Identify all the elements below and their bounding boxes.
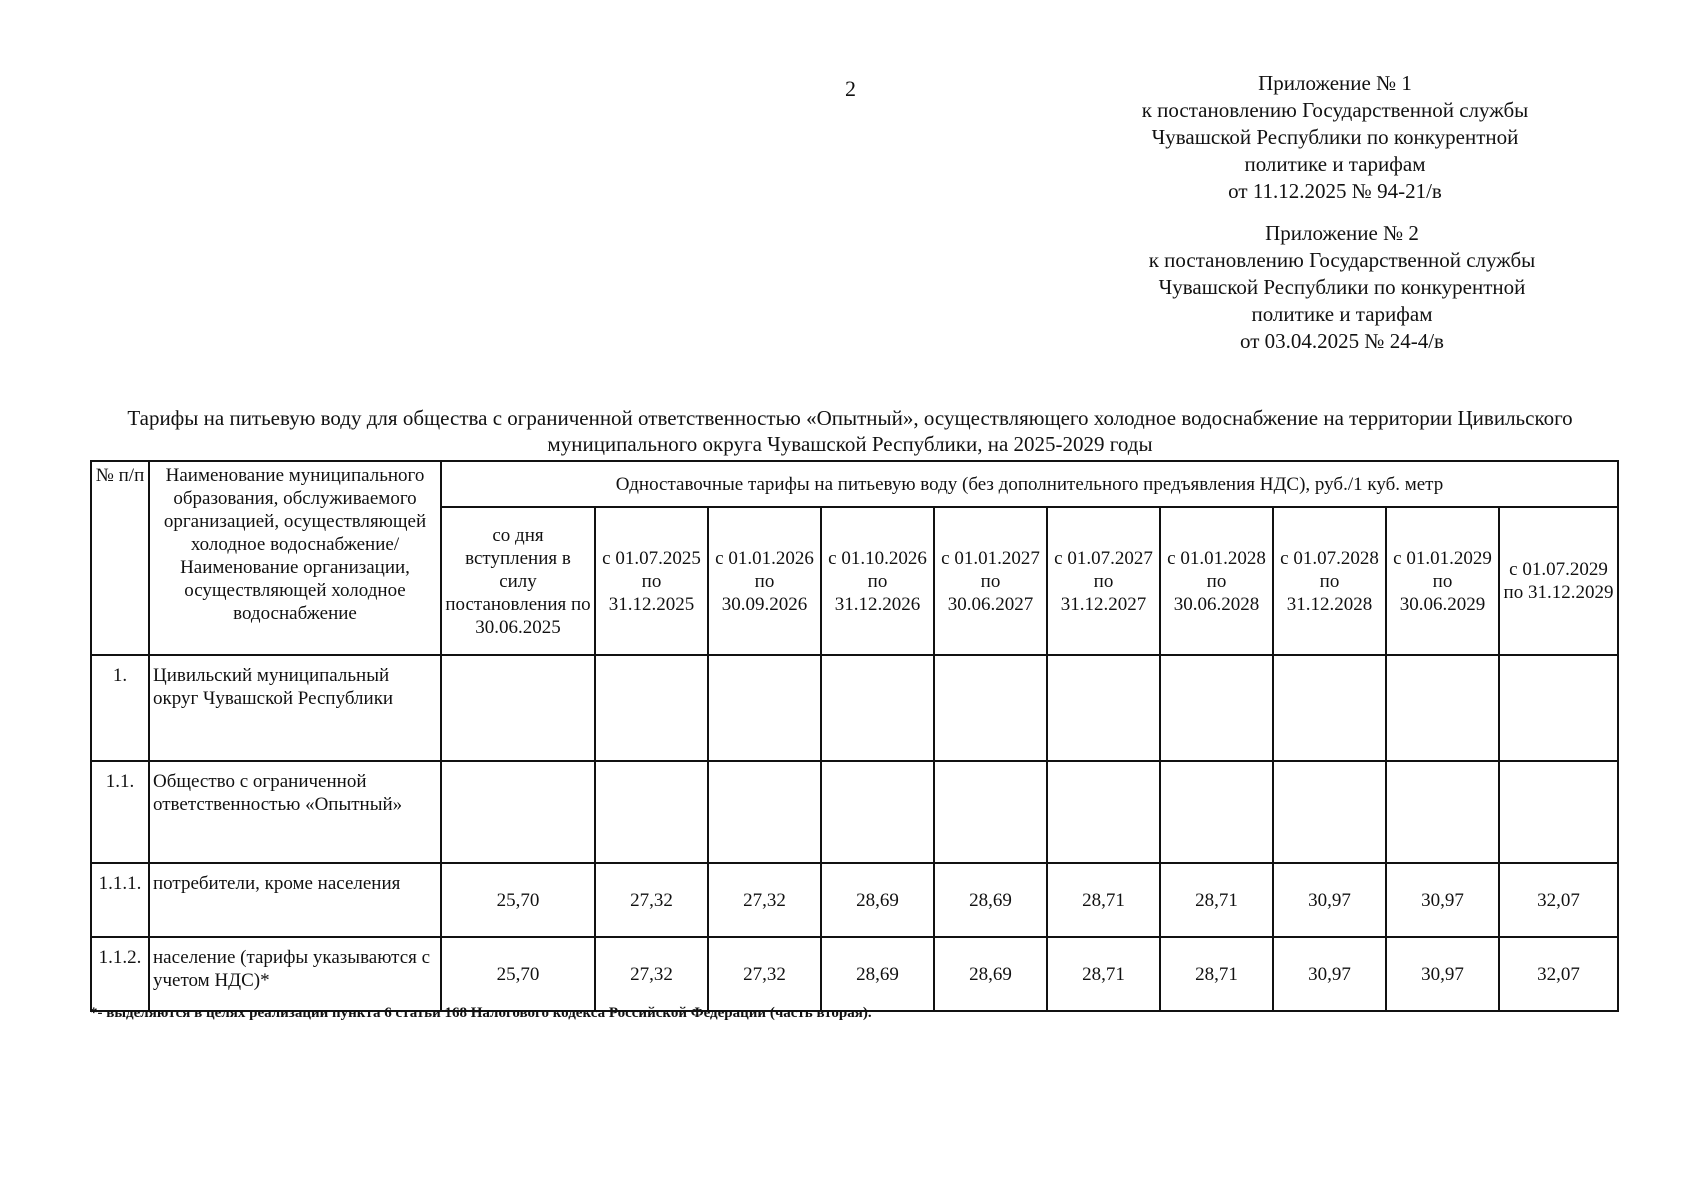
header-period: с 01.07.2029 по 31.12.2029 bbox=[1499, 507, 1618, 655]
header-num: № п/п bbox=[91, 461, 149, 655]
empty-cell bbox=[934, 655, 1047, 761]
table-row bbox=[91, 863, 1618, 937]
row-name: население (тарифы указываются с учетом НДС)* bbox=[149, 937, 441, 1011]
tariff-table bbox=[90, 460, 1619, 1012]
tariff-value: 27,32 bbox=[595, 937, 708, 1011]
tariff-value: 27,32 bbox=[595, 863, 708, 937]
tariff-value: 30,97 bbox=[1386, 863, 1499, 937]
tariff-value: 30,97 bbox=[1273, 863, 1386, 937]
appendix-1-line: Приложение № 1 bbox=[1258, 71, 1412, 95]
empty-cell bbox=[821, 655, 934, 761]
appendix-2-line: к постановлению Государственной службы bbox=[1148, 248, 1536, 272]
row-name: потребители, кроме населения bbox=[149, 863, 441, 937]
table-row bbox=[91, 761, 1618, 863]
header-row bbox=[91, 461, 1618, 507]
tariff-value: 25,70 bbox=[441, 863, 595, 937]
empty-cell bbox=[708, 655, 821, 761]
tariff-value: 30,97 bbox=[1386, 937, 1499, 1011]
empty-cell bbox=[708, 761, 821, 863]
empty-cell bbox=[1160, 761, 1273, 863]
tariff-value: 32,07 bbox=[1499, 937, 1618, 1011]
empty-cell bbox=[595, 761, 708, 863]
appendix-1-header bbox=[1075, 70, 1595, 205]
header-period: с 01.01.2026 по 30.09.2026 bbox=[708, 507, 821, 655]
appendix-2-line: политике и тарифам bbox=[1251, 302, 1433, 326]
appendix-2-line: от 03.04.2025 № 24-4/в bbox=[1240, 329, 1444, 353]
empty-cell bbox=[595, 655, 708, 761]
tariff-value: 28,69 bbox=[934, 863, 1047, 937]
document-title: Тарифы на питьевую воду для общества с ограниченной ответственностью «Опытный», осуществляющего холодное водоснабжение на территории Цивильского муниципального округа Чувашской Республики, на 2025-2029 годы bbox=[127, 406, 1573, 456]
tariff-value: 32,07 bbox=[1499, 863, 1618, 937]
appendix-2-line: Приложение № 2 bbox=[1265, 221, 1419, 245]
empty-cell bbox=[821, 761, 934, 863]
empty-cell bbox=[1386, 761, 1499, 863]
header-period: со дня вступления в силу постановления по 30.06.2025 bbox=[441, 507, 595, 655]
row-number: 1.1.1. bbox=[91, 863, 149, 937]
row-number: 1.1. bbox=[91, 761, 149, 863]
appendix-2-header bbox=[1082, 220, 1602, 355]
header-period: с 01.01.2027 по 30.06.2027 bbox=[934, 507, 1047, 655]
row-name: Общество с ограниченной ответственностью «Опытный» bbox=[149, 761, 441, 863]
header-period: с 01.01.2028 по 30.06.2028 bbox=[1160, 507, 1273, 655]
table-row bbox=[91, 937, 1618, 1011]
header-period: с 01.01.2029 по 30.06.2029 bbox=[1386, 507, 1499, 655]
empty-cell bbox=[441, 761, 595, 863]
empty-cell bbox=[441, 655, 595, 761]
tariff-value: 28,71 bbox=[1160, 937, 1273, 1011]
row-number: 1.1.2. bbox=[91, 937, 149, 1011]
tariff-value: 28,71 bbox=[1160, 863, 1273, 937]
header-period: с 01.07.2025 по 31.12.2025 bbox=[595, 507, 708, 655]
tariff-value: 28,71 bbox=[1047, 937, 1160, 1011]
tariff-value: 27,32 bbox=[708, 863, 821, 937]
tariff-value: 28,69 bbox=[934, 937, 1047, 1011]
appendix-1-line: от 11.12.2025 № 94-21/в bbox=[1228, 179, 1442, 203]
appendix-2-line: Чувашской Республики по конкурентной bbox=[1158, 275, 1526, 299]
tariff-value: 27,32 bbox=[708, 937, 821, 1011]
tariff-value: 25,70 bbox=[441, 937, 595, 1011]
row-name: Цивильский муниципальный округ Чувашской Республики bbox=[149, 655, 441, 761]
empty-cell bbox=[1386, 655, 1499, 761]
header-period: с 01.10.2026 по 31.12.2026 bbox=[821, 507, 934, 655]
header-name: Наименование муниципального образования, обслуживаемого организацией, осуществляющей холодное водоснабжение/Наименование организации, осуществляющей холодное водоснабжение bbox=[149, 461, 441, 655]
header-period: с 01.07.2028 по 31.12.2028 bbox=[1273, 507, 1386, 655]
appendix-1-line: к постановлению Государственной службы bbox=[1141, 98, 1529, 122]
footnote: *- выделяются в целях реализации пункта 6 статьи 168 Налогового кодекса Российской Федерации (часть вторая). bbox=[90, 1005, 872, 1021]
empty-cell bbox=[1047, 761, 1160, 863]
row-number: 1. bbox=[91, 655, 149, 761]
tariff-value: 28,69 bbox=[821, 863, 934, 937]
empty-cell bbox=[934, 761, 1047, 863]
tariff-value: 30,97 bbox=[1273, 937, 1386, 1011]
tariff-value: 28,69 bbox=[821, 937, 934, 1011]
page-number: 2 bbox=[845, 76, 856, 101]
header-period: с 01.07.2027 по 31.12.2027 bbox=[1047, 507, 1160, 655]
table-row bbox=[91, 655, 1618, 761]
empty-cell bbox=[1499, 761, 1618, 863]
empty-cell bbox=[1499, 655, 1618, 761]
empty-cell bbox=[1273, 761, 1386, 863]
empty-cell bbox=[1160, 655, 1273, 761]
empty-cell bbox=[1273, 655, 1386, 761]
empty-cell bbox=[1047, 655, 1160, 761]
appendix-1-line: Чувашской Республики по конкурентной bbox=[1151, 125, 1519, 149]
appendix-1-line: политике и тарифам bbox=[1244, 152, 1426, 176]
tariff-value: 28,71 bbox=[1047, 863, 1160, 937]
header-tariff-group: Одноставочные тарифы на питьевую воду (без дополнительного предъявления НДС), руб./1 куб. метр bbox=[441, 461, 1618, 507]
